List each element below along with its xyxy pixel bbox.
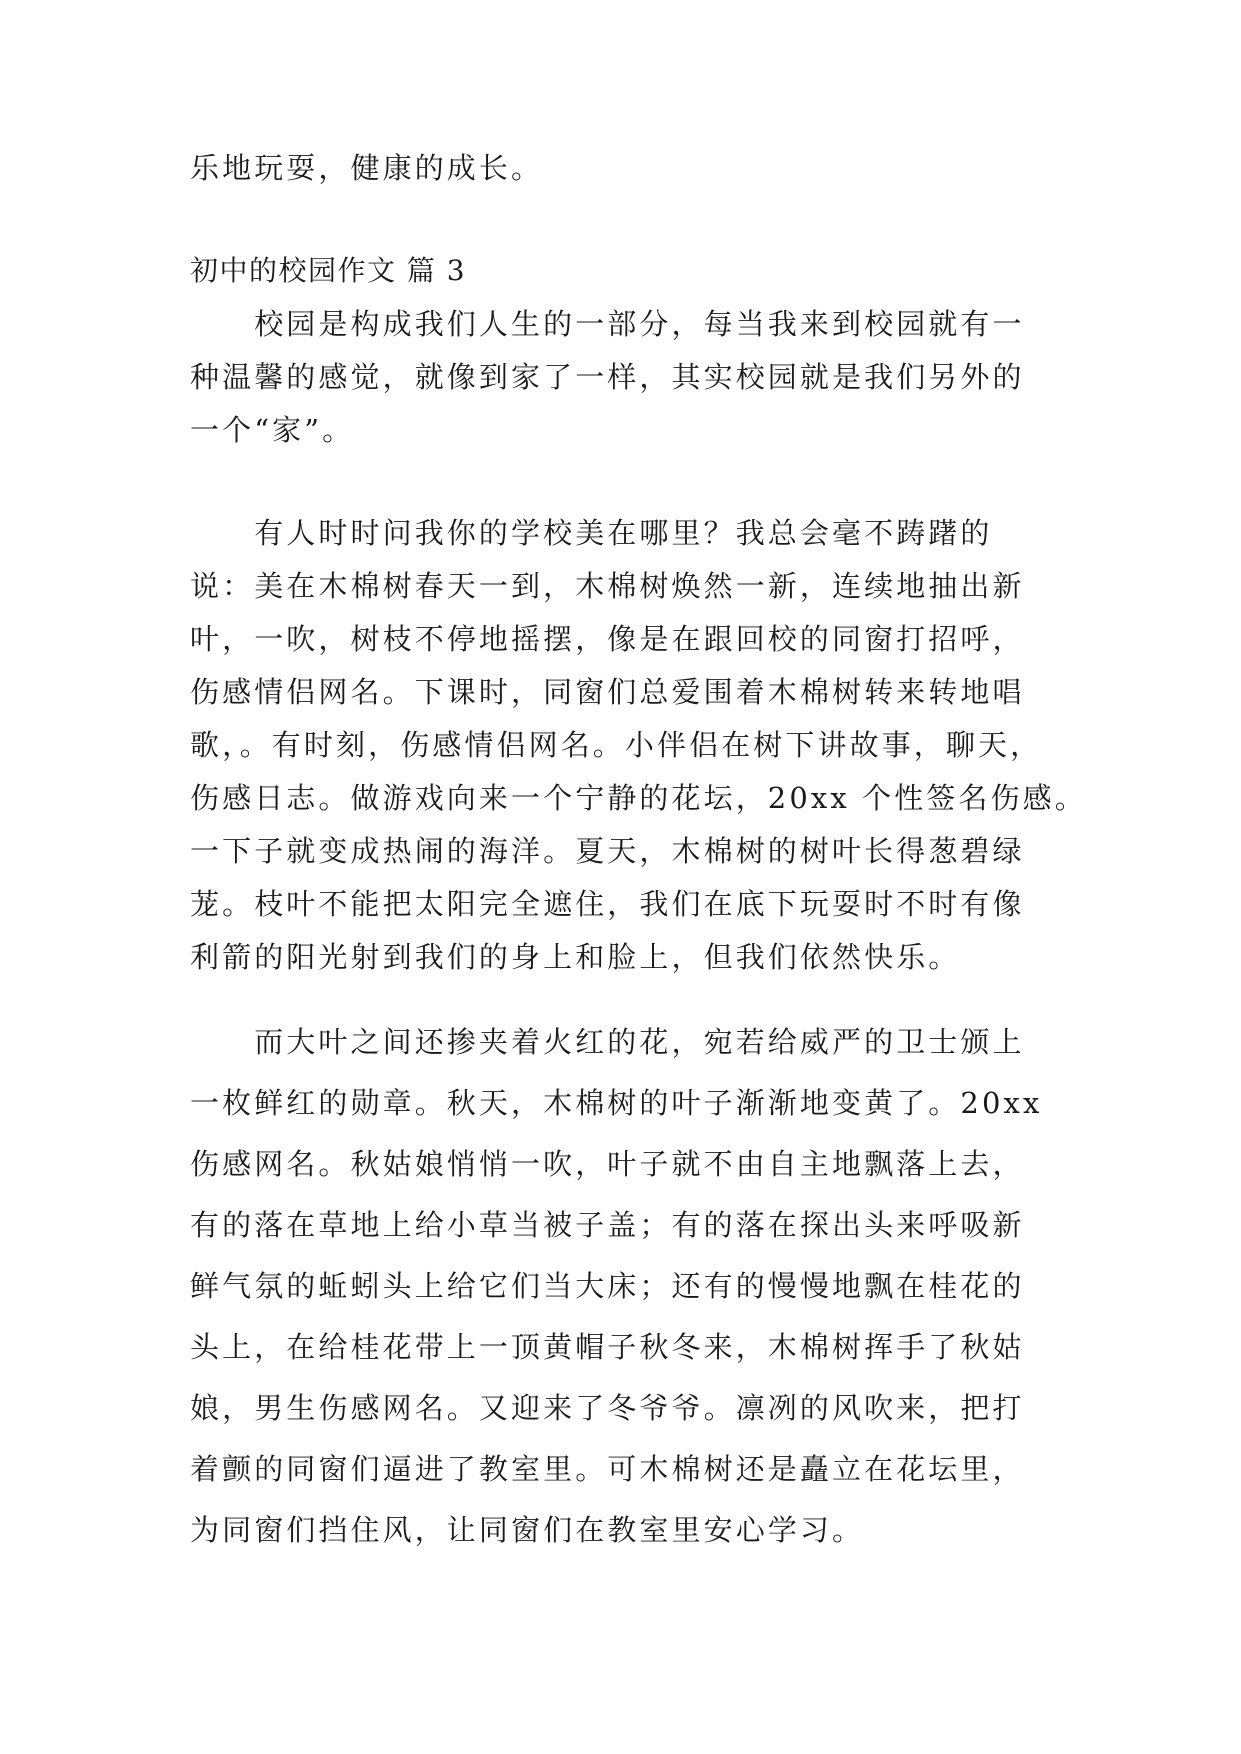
text-line: 有人时时问我你的学校美在哪里？我总会毫不踌躇的 bbox=[190, 516, 993, 550]
text-line: 而大叶之间还掺夹着火红的花，宛若给威严的卫士颁上 bbox=[190, 1025, 1025, 1059]
essay-heading: 初中的校园作文 篇 3 bbox=[190, 254, 467, 287]
text-line: 一枚鲜红的勋章。秋天，木棉树的叶子渐渐地变黄了。20xx bbox=[190, 1086, 1043, 1120]
text-line: 茏。枝叶不能把太阳完全遮住，我们在底下玩耍时不时有像 bbox=[190, 887, 1025, 921]
text-line: 鲜气氛的蚯蚓头上给它们当大床；还有的慢慢地飘在桂花的 bbox=[190, 1269, 1025, 1303]
text-line: 校园是构成我们人生的一部分，每当我来到校园就有一 bbox=[190, 307, 1025, 341]
text-line: 种温馨的感觉，就像到家了一样，其实校园就是我们另外的 bbox=[190, 360, 1025, 394]
text-line: 一下子就变成热闹的海洋。夏天，木棉树的树叶长得葱碧绿 bbox=[190, 834, 1025, 868]
text-line: 说：美在木棉树春天一到，木棉树焕然一新，连续地抽出新 bbox=[190, 569, 1025, 603]
text-line: 伤感情侣网名。下课时，同窗们总爱围着木棉树转来转地唱 bbox=[190, 675, 1025, 709]
text-line: 着颤的同窗们逼进了教室里。可木棉树还是矗立在花坛里， bbox=[190, 1452, 1025, 1486]
text-line: 为同窗们挡住风，让同窗们在教室里安心学习。 bbox=[190, 1513, 865, 1547]
text-line: 歌，。有时刻，伤感情侣网名。小伴侣在树下讲故事，聊天， bbox=[190, 728, 1043, 762]
text-line: 一个“家”。 bbox=[190, 413, 355, 447]
continuation-line: 乐地玩耍，健康的成长。 bbox=[190, 151, 544, 185]
text-line: 头上，在给桂花带上一顶黄帽子秋冬来，木棉树挥手了秋姑 bbox=[190, 1330, 1025, 1364]
text-line: 伤感日志。做游戏向来一个宁静的花坛，20xx 个性签名伤感。 bbox=[190, 781, 1087, 815]
text-line: 有的落在草地上给小草当被子盖；有的落在探出头来呼吸新 bbox=[190, 1208, 1025, 1242]
text-line: 利箭的阳光射到我们的身上和脸上，但我们依然快乐。 bbox=[190, 940, 961, 974]
text-line: 叶，一吹，树枝不停地摇摆，像是在跟回校的同窗打招呼， bbox=[190, 622, 1025, 656]
text-line: 娘，男生伤感网名。又迎来了冬爷爷。凛冽的风吹来，把打 bbox=[190, 1391, 1025, 1425]
text-line: 伤感网名。秋姑娘悄悄一吹，叶子就不由自主地飘落上去， bbox=[190, 1147, 1025, 1181]
